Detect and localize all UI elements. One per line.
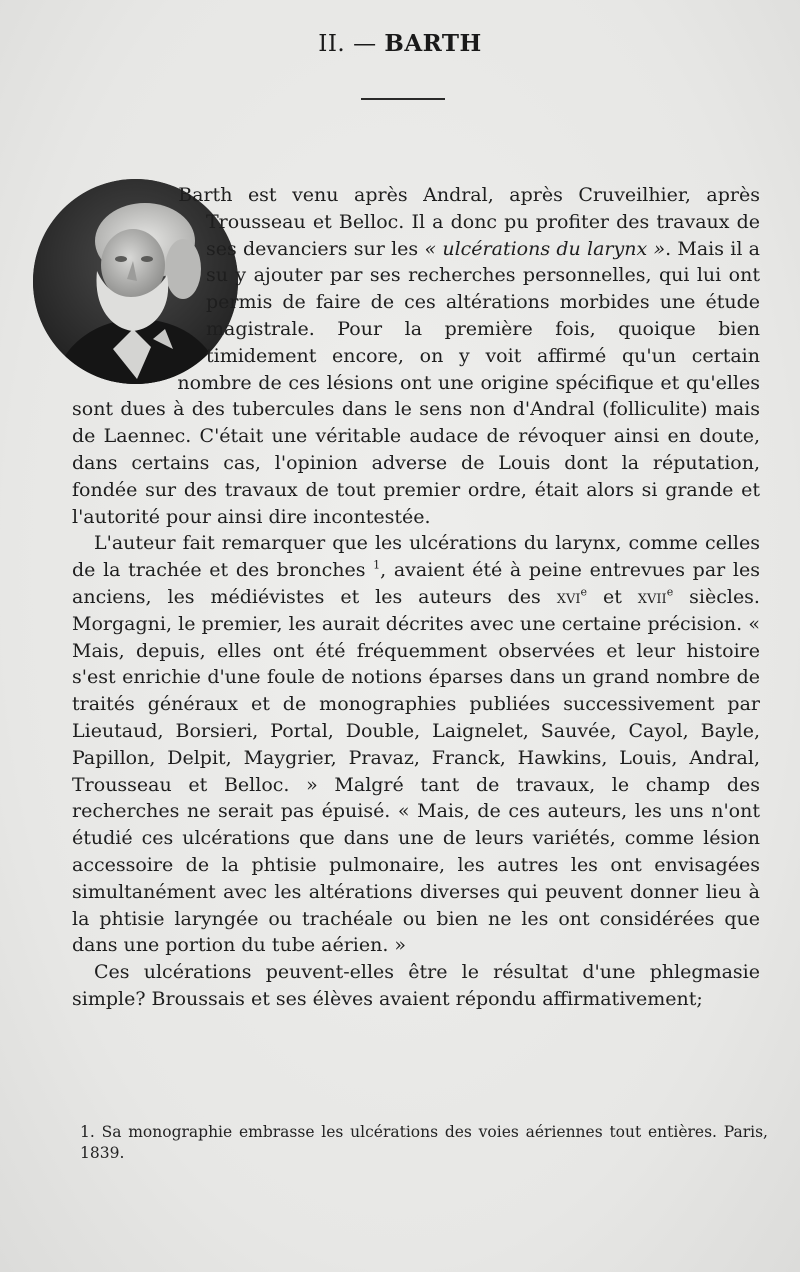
portrait-wrap-space	[0, 182, 206, 396]
heading-rule	[361, 98, 445, 100]
heading-dash: —	[353, 31, 377, 57]
footnote-marker: 1.	[80, 1123, 95, 1141]
century-16-sup: e	[580, 585, 588, 599]
chapter-name: BARTH	[384, 30, 482, 57]
paragraph-1-text-b: . Mais il a su y ajouter par ses recherches personnelles, qui lui ont permis de faire de ces altérations morbides une étude magistrale. Pour la première fois, quoique bien timidement encore, on y voit affirmé qu'un certain nombre de ces lésions ont une origine spécifique et qu'elles sont dues à des tubercules dans le sens non d'Andral (folliculite) mais de Laennec. C'était une véritable audace de révoquer ainsi en doute, dans certains cas, l'opinion adverse de Louis dont la réputation, fondée sur des travaux de tout premier ordre, était alors si grande et l'autorité pour ainsi dire incontestée.	[72, 237, 760, 528]
footnote	[80, 1122, 768, 1164]
paragraph-2	[72, 530, 760, 959]
century-16: xvi	[556, 585, 581, 608]
footnote-text: Sa monographie embrasse les ulcérations des voies aériennes tout entières. Paris, 1839.	[80, 1123, 768, 1162]
paragraph-1-quote: « ulcérations du larynx »	[424, 237, 666, 260]
footnote-reference: 1	[373, 558, 381, 572]
century-conjunction: et	[587, 585, 638, 608]
chapter-heading	[0, 30, 800, 57]
century-17: xvii	[637, 585, 667, 608]
body-text	[72, 182, 760, 1013]
century-17-sup: e	[666, 585, 674, 599]
paragraph-3	[72, 959, 760, 1013]
paragraph-1-text-a: Barth est venu après Andral, après Cruveilhier, après Trousseau et Belloc. Il a donc pu profiter des travaux de ses devanciers sur les	[178, 184, 760, 260]
paragraph-2-text-b: , avaient été à peine entrevues par les anciens, les médiévistes et les auteurs des	[72, 559, 760, 608]
paragraph-2-text-d: siècles. Morgagni, le premier, les aurait décrites avec une certaine précision. « Mais, depuis, elles ont été fréquemment observées et leur histoire s'est enrichie d'une foule de notions éparses dans un grand nombre de traités généraux et de monographies publiées successivement par Lieutaud, Borsieri, Portal, Double, Laignelet, Sauvée, Cayol, Bayle, Papillon, Delpit, Maygrier, Pravaz, Franck, Hawkins, Louis, Andral, Trousseau et Belloc. » Malgré tant de travaux, le champ des recherches ne serait pas épuisé. « Mais, de ces auteurs, les uns n'ont étudié ces ulcérations que dans une de leurs variétés, comme lésion accessoire de la phtisie pulmonaire, les autres les ont envisagées simultanément avec les altérations diverses qui peuvent donner lieu à la phtisie laryngée ou trachéale ou bien ne les ont considérées que dans une portion du tube aérien. »	[72, 585, 760, 957]
paragraph-2-text-a: L'auteur fait remarquer que les ulcérations du larynx, comme celles de la trachée et des bronches	[72, 532, 760, 582]
chapter-numeral: II.	[318, 31, 346, 57]
paragraph-3-text: Ces ulcérations peuvent-elles être le résultat d'une phlegmasie simple? Broussais et ses élèves avaient répondu affirmativement;	[72, 961, 760, 1010]
